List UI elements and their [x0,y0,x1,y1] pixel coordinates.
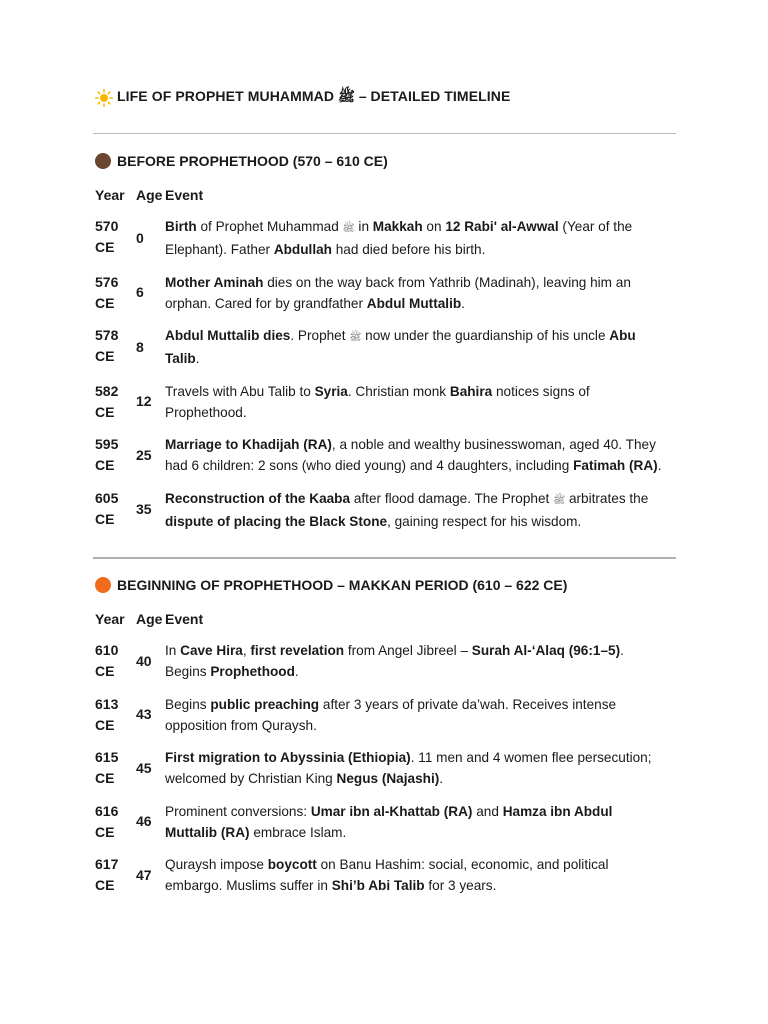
event-cell [165,216,665,260]
event-text: notices signs of Prophethood. [165,383,590,420]
event-text: . [461,295,465,311]
event-text: in [354,219,373,234]
orange-dot-icon [95,577,111,593]
event-text: Quraysh impose [165,857,268,872]
event-emphasis: Syria [314,383,348,399]
section-before-prophethood [95,150,680,532]
age-cell: 25 [136,446,152,463]
event-cell [165,747,665,789]
event-text: on Banu Hashim: social, economic, and political embargo. Muslims suffer in [165,857,609,893]
table-header [95,608,680,630]
year-cell: 578 CE [95,327,119,364]
event-cell [165,325,665,369]
event-text: for 3 years. [424,878,497,893]
event-emphasis: Abdul Muttalib [366,295,462,311]
pbuh-symbol: ﷺ [349,332,362,343]
event-text: . [195,351,200,366]
year-cell: 613 CE [95,695,119,733]
event-text: . [657,458,662,473]
year-cell: 605 CE [95,489,119,527]
section-title [95,150,680,172]
age-cell: 6 [136,284,144,300]
column-header-event: Event [165,611,204,627]
event-cell [165,434,665,476]
table-row [95,325,680,369]
table-row [95,381,680,423]
divider [93,133,676,134]
event-emphasis: Marriage to Khadijah (RA) [165,437,332,452]
year-cell: 576 CE [95,273,119,311]
event-text: Travels with Abu Talib to [165,383,315,399]
table-row [95,694,680,736]
event-text: dies on the way back from Yathrib (Madinah), leaving him an orphan. Cared for by grandfather [165,274,631,311]
event-emphasis: Mother Aminah [165,274,264,290]
event-cell [165,640,665,682]
event-emphasis: Negus (Najashi) [336,771,440,786]
table-row [95,747,680,789]
event-text: . [294,664,299,679]
event-emphasis: Prophethood [210,664,295,679]
event-text: on [422,219,446,234]
event-text: . Begins [165,643,624,679]
event-text: (Year of the Elephant). Father [165,219,633,257]
year-cell: 595 CE [95,436,119,473]
divider [93,557,676,559]
event-emphasis: dispute of placing the Black Stone [165,513,388,529]
year-cell: 582 CE [95,382,119,420]
event-text: of Prophet Muhammad [196,219,343,234]
year-cell: 616 CE [95,802,119,840]
age-cell: 47 [136,866,152,883]
table-body [95,216,680,532]
event-text: had died before his birth. [331,242,486,257]
section-title-text: BEFORE PROPHETHOOD (570 – 610 CE) [117,153,388,169]
event-text: . [439,771,444,786]
table-row [95,854,680,896]
section-title [95,574,680,596]
age-cell: 35 [136,501,152,517]
event-emphasis: Abdul Muttalib dies [165,328,291,343]
year-cell: 570 CE [95,218,119,255]
age-cell: 0 [136,229,144,246]
table-row [95,272,680,314]
event-text: Begins [165,696,211,712]
table-row [95,434,680,476]
age-cell: 43 [136,706,152,722]
sun-icon [95,89,113,107]
section-makkan-period [95,574,680,896]
event-emphasis: Cave Hira [180,643,243,658]
event-cell [165,854,665,896]
year-cell: 615 CE [95,749,119,786]
event-emphasis: Hamza ibn Abdul Muttalib (RA) [165,803,613,840]
event-emphasis: Abdullah [273,242,332,257]
age-cell: 40 [136,652,152,669]
table-row [95,640,680,682]
event-emphasis: boycott [267,857,317,872]
event-text: and [472,803,503,819]
event-text: from Angel Jibreel – [344,643,472,658]
age-cell: 12 [136,393,152,409]
event-text: , a noble and wealthy businesswoman, aged 40. They had 6 children: 2 sons (who died young) and 4 daughters, including [165,437,656,473]
event-emphasis: public preaching [210,696,320,712]
event-emphasis: Shi’b Abi Talib [331,878,425,893]
age-cell: 46 [136,813,152,829]
event-text: , [242,643,251,658]
table-row [95,801,680,843]
table-row [95,216,680,260]
event-emphasis: Fatimah (RA) [573,458,658,473]
event-cell [165,381,665,423]
age-cell: 8 [136,338,144,355]
event-emphasis: First migration to Abyssinia (Ethiopia) [165,750,411,765]
event-emphasis: Bahira [449,383,493,399]
column-header-event: Event [165,187,204,203]
event-cell [165,694,665,736]
event-text: after 3 years of private da’wah. Receives intense opposition from Quraysh. [165,696,617,733]
event-text: embrace Islam. [249,824,347,840]
event-emphasis: Umar ibn al-Khattab (RA) [310,803,473,819]
age-cell: 45 [136,759,152,776]
event-text: , gaining respect for his wisdom. [387,513,582,529]
event-text: after flood damage. The Prophet [350,490,554,506]
event-emphasis: 12 Rabi' al-Awwal [445,219,559,234]
event-text: . Prophet [290,328,350,343]
document-title-text: LIFE OF PROPHET MUHAMMAD ﷺ – DETAILED TIMELINE [117,88,511,104]
event-cell [165,488,665,532]
event-text: . 11 men and 4 women flee persecution; welcomed by Christian King [165,750,652,786]
event-emphasis: Birth [165,219,197,234]
year-cell: 610 CE [95,642,119,679]
event-text: arbitrates the [565,490,649,506]
pbuh-symbol: ﷺ [342,223,355,234]
event-cell [165,272,665,314]
table-header [95,184,680,206]
section-title-text: BEGINNING OF PROPHETHOOD – MAKKAN PERIOD (610 – 622 CE) [117,577,568,593]
event-cell [165,801,665,843]
event-text: Prominent conversions: [165,803,311,819]
column-header-year: Year [95,611,125,627]
event-emphasis: Reconstruction of the Kaaba [165,490,351,506]
table-body [95,640,680,896]
year-cell: 617 CE [95,856,119,893]
column-header-year: Year [95,187,125,203]
event-emphasis: Surah Al-‘Alaq (96:1–5) [471,643,621,658]
column-header-age: Age [136,187,163,203]
table-row [95,488,680,532]
event-text: In [165,643,181,658]
event-text: . Christian monk [347,383,450,399]
event-emphasis: first revelation [250,643,345,658]
event-emphasis: Abu Talib [165,328,636,366]
event-text: now under the guardianship of his uncle [361,328,610,343]
pbuh-symbol: ﷺ [553,494,566,506]
document-title [95,88,510,108]
event-emphasis: Makkah [372,219,423,234]
column-header-age: Age [136,611,163,627]
brown-dot-icon [95,153,111,169]
